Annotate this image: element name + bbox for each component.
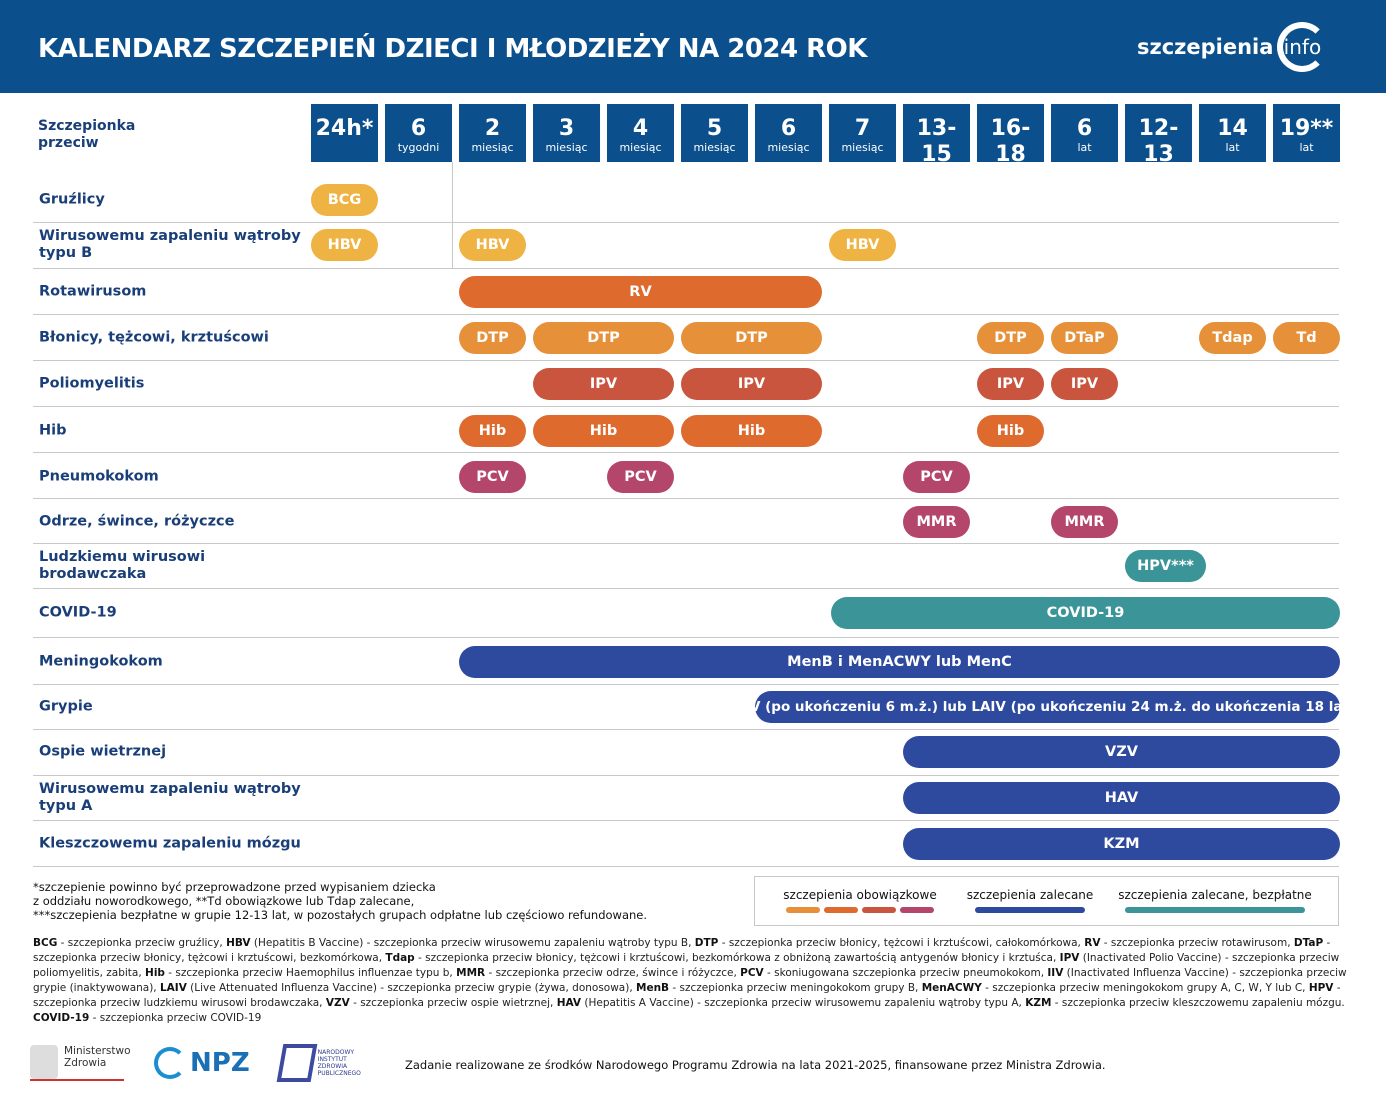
- abbreviation-definition: - szczepionka przeciw odrze, śwince i różyczce,: [485, 967, 741, 979]
- age-value: 6: [1076, 116, 1093, 141]
- age-value: 3: [558, 116, 575, 141]
- legend-item: [965, 888, 1095, 913]
- vaccine-row-label: Gruźlicy: [39, 191, 105, 208]
- vaccine-pill: DTaP: [1051, 322, 1118, 354]
- age-value: 4: [632, 116, 649, 141]
- abbreviation-definition: - szczepionka przeciw ospie wietrznej,: [349, 997, 557, 1009]
- vaccine-pill: COVID-19: [831, 597, 1340, 629]
- vaccine-row-label: Poliomyelitis: [39, 375, 145, 392]
- vaccine-pill: PCV: [903, 461, 970, 493]
- nizp-icon: [276, 1044, 317, 1082]
- vaccine-pill: HAV: [903, 782, 1340, 814]
- vaccine-pill: BCG: [311, 184, 378, 216]
- abbreviation-term: VZV: [325, 997, 350, 1009]
- abbreviation-term: HAV: [556, 997, 582, 1009]
- vaccine-pill: IPV: [1051, 368, 1118, 400]
- abbreviation-term: IIV: [1047, 967, 1064, 979]
- legend-swatch: [1125, 907, 1305, 913]
- footnote: ***szczepienia bezpłatne w grupie 12-13 lat, w pozostałych grupach odpłatne lub częściowo refundowane.: [33, 908, 648, 922]
- abbreviation-definition: (Live Attenuated Influenza Vaccine) - szczepionka przeciw grypie (żywa, donosowa),: [186, 982, 637, 994]
- vaccine-pill: KZM: [903, 828, 1340, 860]
- legend-label: szczepienia obowiązkowe: [783, 888, 937, 902]
- abbreviation-term: LAIV: [159, 982, 187, 994]
- partner-logos: [30, 1044, 362, 1082]
- nizp-logo: [280, 1044, 362, 1082]
- footnote: *szczepienie powinno być przeprowadzone przed wypisaniem dziecka: [33, 880, 436, 894]
- vaccine-pill: HBV: [459, 229, 526, 261]
- npz-text: NPZ: [190, 1048, 250, 1078]
- row-divider: [33, 452, 1339, 453]
- row-divider: [33, 543, 1339, 544]
- abbreviation-definition: - szczepionka przeciw błonicy, tężcowi i krztuścowi, bezkomórkowa z obniżoną zawartością antygenów błonicy i krztuśca,: [414, 952, 1060, 964]
- age-column-header: [755, 104, 822, 162]
- legend-label: szczepienia zalecane: [966, 888, 1094, 902]
- vaccine-row-label: Wirusowemu zapaleniu wątroby typu B: [39, 228, 301, 261]
- age-unit: miesiąc: [619, 141, 662, 154]
- vaccine-pill: IPV: [533, 368, 674, 400]
- age-unit: lat: [1225, 141, 1240, 154]
- page-title: KALENDARZ SZCZEPIEŃ DZIECI I MŁODZIEŻY NA 2024 ROK: [38, 34, 867, 64]
- abbreviation-definition: - szczepionka przeciw kleszczowemu zapaleniu mózgu.: [1051, 997, 1345, 1009]
- age-unit: lat: [1077, 141, 1092, 154]
- abbreviation-definition: (Hepatitis A Vaccine) - szczepionka przeciw wirusowemu zapaleniu wątroby typu A,: [581, 997, 1026, 1009]
- age-unit: miesiąc: [471, 141, 514, 154]
- abbreviation-term: MMR: [456, 967, 486, 979]
- abbreviation-term: IPV: [1059, 952, 1080, 964]
- vaccine-row-label: Meningokokom: [39, 653, 163, 670]
- vaccine-pill: IPV: [977, 368, 1044, 400]
- vaccine-pill: DTP: [459, 322, 526, 354]
- legend-item: [1115, 888, 1315, 913]
- age-value: 6: [780, 116, 797, 141]
- vaccine-row-label: Rotawirusom: [39, 283, 147, 300]
- footnote: z oddziału noworodkowego, **Td obowiązkowe lub Tdap zalecane,: [33, 894, 415, 908]
- abbreviation-definition: - szczepionka przeciw COVID-19: [89, 1012, 262, 1024]
- szczepienia-info-logo: [1137, 22, 1327, 72]
- vaccine-pill: Hib: [977, 415, 1044, 447]
- row-divider: [33, 222, 1339, 223]
- vaccine-pill: RV: [459, 276, 822, 308]
- header-banner: [0, 0, 1386, 93]
- abbreviation-term: DTaP: [1293, 937, 1324, 949]
- vaccine-pill: HPV***: [1125, 550, 1206, 582]
- vaccine-pill: MMR: [1051, 506, 1118, 538]
- funding-note: Zadanie realizowane ze środków Narodowego Programu Zdrowia na lata 2021-2025, finansowane przez Ministra Zdrowia.: [405, 1058, 1106, 1072]
- age-column-header: [1199, 104, 1266, 162]
- vaccine-row-label: Błonicy, tężcowi, krztuścowi: [39, 329, 269, 346]
- vaccine-pill: Hib: [533, 415, 674, 447]
- row-divider: [33, 268, 1339, 269]
- age-column-header: [1273, 104, 1340, 162]
- abbreviation-definition: - szczepionka przeciw meningokokom grupy A, C, W, Y lub C,: [981, 982, 1309, 994]
- vaccine-pill: MMR: [903, 506, 970, 538]
- age-column-header: [977, 104, 1044, 180]
- vaccine-pill: VZV: [903, 736, 1340, 768]
- vaccine-pill: Td: [1273, 322, 1340, 354]
- age-value: 13-15: [916, 116, 957, 167]
- abbreviation-term: BCG: [33, 937, 58, 949]
- vaccine-row-label: Wirusowemu zapaleniu wątroby typu A: [39, 781, 301, 814]
- vaccine-row-label: Kleszczowemu zapaleniu mózgu: [39, 835, 301, 852]
- abbreviation-term: RV: [1084, 937, 1101, 949]
- age-value: 19**: [1279, 116, 1334, 141]
- abbreviation-term: HBV: [226, 937, 251, 949]
- logo-ring: info: [1277, 22, 1327, 72]
- age-unit: miesięcy: [986, 167, 1035, 180]
- nizp-text: NARODOWY INSTYTUT ZDROWIA PUBLICZNEGO: [317, 1049, 361, 1077]
- abbreviation-definition: - szczepionka przeciw ludzkiemu wirusowi brodawczaka,: [33, 982, 1341, 1009]
- abbreviation-definition: - szczepionka przeciw błonicy, tężcowi i krztuścowi, bezkomórkowa,: [33, 937, 1331, 964]
- vaccine-row-label: Ludzkiemu wirusowi brodawczaka: [39, 549, 206, 582]
- abbreviation-term: MenB: [636, 982, 670, 994]
- age-value: 12-13: [1138, 116, 1179, 167]
- age-unit: lat: [1151, 167, 1166, 180]
- footnotes: [33, 880, 647, 922]
- row-divider: [33, 406, 1339, 407]
- vaccine-row-label: Pneumokokom: [39, 468, 159, 485]
- abbreviation-definition: (Inactivated Polio Vaccine) - szczepionka przeciw poliomyelitis, zabita,: [33, 952, 1340, 979]
- legend-swatch: [824, 907, 858, 913]
- vaccine-row-label: COVID-19: [39, 604, 117, 621]
- row-divider: [33, 820, 1339, 821]
- abbreviation-term: MenACWY: [921, 982, 982, 994]
- vaccine-row-label: Hib: [39, 422, 67, 439]
- vaccine-pill: HBV: [829, 229, 896, 261]
- abbreviation-term: Hib: [145, 967, 165, 979]
- npz-icon: [154, 1047, 186, 1079]
- vaccine-pill: PCV: [459, 461, 526, 493]
- abbreviation-term: COVID-19: [33, 1012, 90, 1024]
- age-value: 24h*: [315, 116, 374, 141]
- legend-item: [780, 888, 940, 913]
- age-value: 6: [410, 116, 427, 141]
- age-unit: miesięcy: [912, 167, 961, 180]
- abbreviation-definition: - szczepionka przeciw meningokokom grupy B,: [669, 982, 922, 994]
- age-column-header: [533, 104, 600, 162]
- vaccine-pill: IPV: [681, 368, 822, 400]
- vaccine-pill: HBV: [311, 229, 378, 261]
- row-divider: [33, 360, 1339, 361]
- abbreviation-definition: - skoniugowana szczepionka przeciw pneumokokom,: [763, 967, 1048, 979]
- row-divider: [33, 588, 1339, 589]
- age-column-header: [311, 104, 378, 162]
- age-value: 5: [706, 116, 723, 141]
- row-divider: [33, 866, 1339, 867]
- age-column-header: [829, 104, 896, 162]
- age-value: 16-18: [990, 116, 1031, 167]
- age-value: 14: [1217, 116, 1248, 141]
- age-column-header: [903, 104, 970, 180]
- age-unit: miesiąc: [841, 141, 884, 154]
- abbreviation-term: KZM: [1025, 997, 1052, 1009]
- abbreviation-definition: - szczepionka przeciw rotawirusom,: [1100, 937, 1294, 949]
- vaccine-pill: DTP: [681, 322, 822, 354]
- row-divider: [33, 775, 1339, 776]
- age-unit: miesiąc: [767, 141, 810, 154]
- vaccine-row-label: Odrze, śwince, różyczce: [39, 513, 235, 530]
- vaccine-row-label: Grypie: [39, 698, 93, 715]
- row-divider: [33, 684, 1339, 685]
- vaccine-pill: IIV (po ukończeniu 6 m.ż.) lub LAIV (po ukończeniu 24 m.ż. do ukończenia 18 lat): [755, 691, 1340, 723]
- legend: [754, 876, 1339, 926]
- vaccine-pill: Tdap: [1199, 322, 1266, 354]
- abbreviation-definition: (Inactivated Influenza Vaccine) - szczepionka przeciw grypie (inaktywowana),: [33, 967, 1347, 994]
- age-column-header: [681, 104, 748, 162]
- abbreviation-term: HPV: [1308, 982, 1334, 994]
- row-divider: [33, 314, 1339, 315]
- abbreviation-definition: - szczepionka przeciw błonicy, tężcowi i krztuścowi, całokomórkowa,: [718, 937, 1085, 949]
- legend-swatch: [975, 907, 1085, 913]
- abbreviation-definition: - szczepionka przeciw gruźlicy,: [57, 937, 227, 949]
- divider: [452, 162, 453, 268]
- table-header-label: Szczepionka przeciw: [38, 118, 136, 151]
- row-divider: [33, 729, 1339, 730]
- age-column-header: [459, 104, 526, 162]
- age-value: 7: [854, 116, 871, 141]
- abbreviation-definition: (Hepatitis B Vaccine) - szczepionka przeciw wirusowemu zapaleniu wątroby typu B,: [250, 937, 695, 949]
- age-column-header: [385, 104, 452, 162]
- age-column-header: [607, 104, 674, 162]
- vaccine-pill: PCV: [607, 461, 674, 493]
- age-value: 2: [484, 116, 501, 141]
- age-column-header: [1125, 104, 1192, 180]
- vaccine-pill: Hib: [459, 415, 526, 447]
- row-divider: [33, 498, 1339, 499]
- npz-logo: [154, 1047, 250, 1079]
- legend-swatch: [786, 907, 820, 913]
- ministry-logo: Ministerstwo Zdrowia: [30, 1045, 124, 1081]
- abbreviation-definition: - szczepionka przeciw Haemophilus influenzae typu b,: [164, 967, 457, 979]
- abbreviation-term: DTP: [694, 937, 719, 949]
- age-unit: lat: [1299, 141, 1314, 154]
- age-unit: tygodni: [397, 141, 440, 154]
- vaccine-pill: MenB i MenACWY lub MenC: [459, 646, 1340, 678]
- row-divider: [33, 637, 1339, 638]
- legend-swatch: [862, 907, 896, 913]
- abbreviation-term: PCV: [740, 967, 764, 979]
- age-unit: miesiąc: [545, 141, 588, 154]
- vaccine-pill: DTP: [533, 322, 674, 354]
- vaccine-pill: DTP: [977, 322, 1044, 354]
- vaccine-pill: Hib: [681, 415, 822, 447]
- abbreviation-term: Tdap: [385, 952, 415, 964]
- logo-text: szczepienia: [1137, 35, 1274, 59]
- abbreviations: [33, 936, 1353, 1026]
- legend-swatch: [900, 907, 934, 913]
- vaccine-row-label: Ospie wietrznej: [39, 743, 167, 760]
- age-column-header: [1051, 104, 1118, 162]
- age-unit: miesiąc: [693, 141, 736, 154]
- legend-label: szczepienia zalecane, bezpłatne: [1118, 888, 1312, 902]
